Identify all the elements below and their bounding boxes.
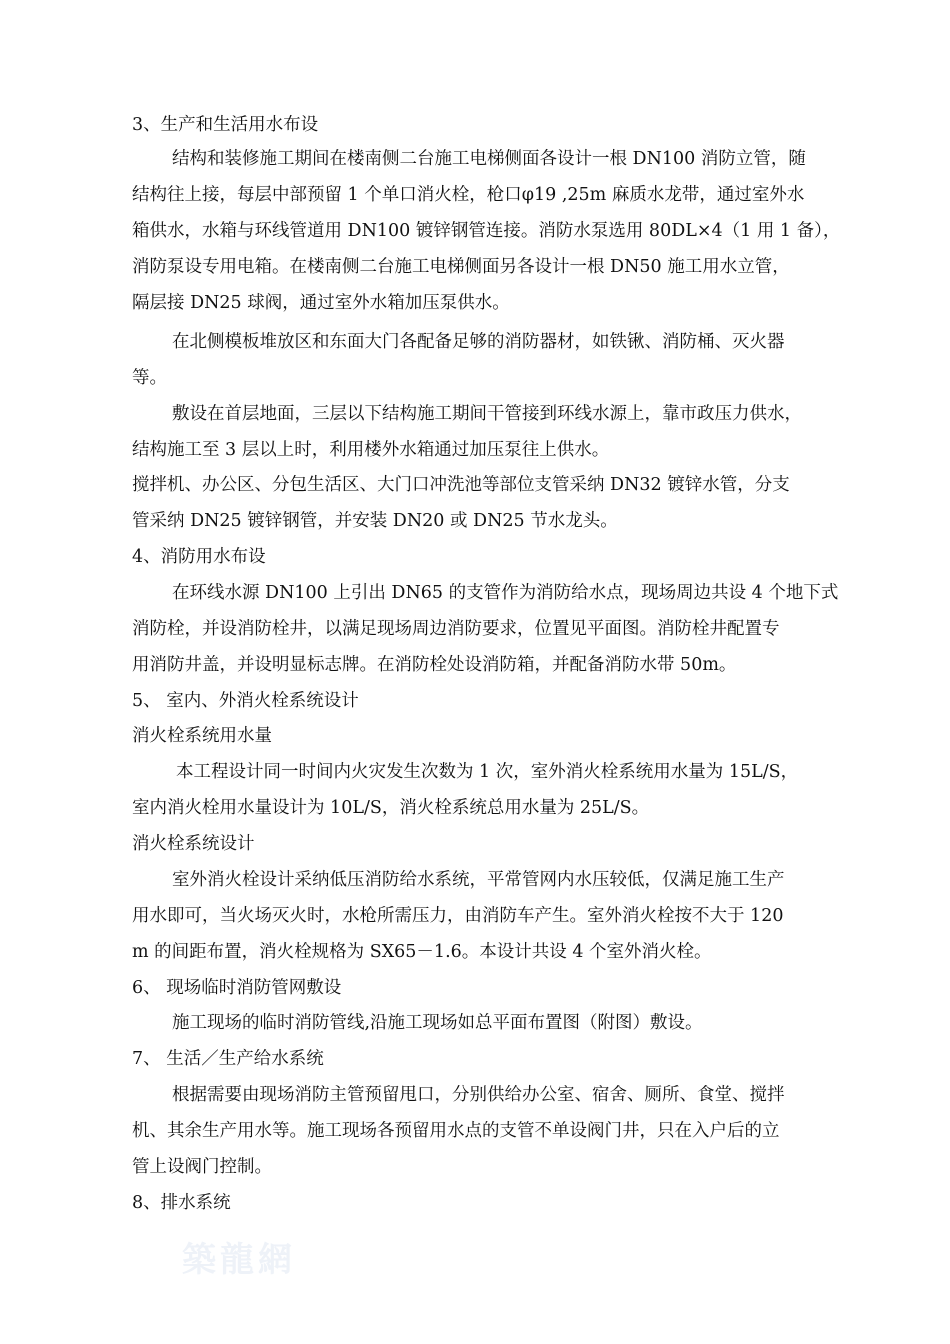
paragraph-line: 用消防井盖，并设明显标志牌。在消防栓处设消防箱，并配备消防水带 50m。 xyxy=(132,655,737,675)
paragraph-line: 结构往上接，每层中部预留 1 个单口消火栓，枪口φ19 ,25m 麻质水龙带，通过室外水 xyxy=(132,185,805,205)
paragraph-line: m 的间距布置，消火栓规格为 SX65－1.6。本设计共设 4 个室外消火栓。 xyxy=(132,942,712,962)
subheading: 消火栓系统设计 xyxy=(132,834,255,854)
paragraph-line: 在环线水源 DN100 上引出 DN65 的支管作为消防给水点，现场周边共设 4 个地下式 xyxy=(172,583,839,603)
paragraph-line: 本工程设计同一时间内火灾发生次数为 1 次，室外消火栓系统用水量为 15L/S， xyxy=(176,762,799,782)
paragraph-line: 用水即可，当火场灭火时，水枪所需压力，由消防车产生。室外消火栓按不大于 120 xyxy=(132,906,784,926)
heading-4: 4、消防用水布设 xyxy=(132,547,266,567)
paragraph-line: 机、其余生产用水等。施工现场各预留用水点的支管不单设阀门井，只在入户后的立 xyxy=(132,1121,780,1141)
heading-7: 7、 生活／生产给水系统 xyxy=(132,1049,324,1069)
heading-3: 3、生产和生活用水布设 xyxy=(132,115,319,135)
paragraph-line: 敷设在首层地面，三层以下结构施工期间干管接到环线水源上，靠市政压力供水， xyxy=(172,404,802,424)
paragraph-line: 隔层接 DN25 球阀，通过室外水箱加压泵供水。 xyxy=(132,293,510,313)
paragraph-line: 结构施工至 3 层以上时，利用楼外水箱通过加压泵往上供水。 xyxy=(132,440,610,460)
paragraph-line: 施工现场的临时消防管线,沿施工现场如总平面布置图（附图）敷设。 xyxy=(172,1013,703,1033)
heading-8: 8、排水系统 xyxy=(132,1193,231,1213)
heading-5: 5、 室内、外消火栓系统设计 xyxy=(132,691,359,711)
paragraph-line: 管采纳 DN25 镀锌钢管，并安装 DN20 或 DN25 节水龙头。 xyxy=(132,511,618,531)
paragraph-line: 根据需要由现场消防主管预留甩口，分别供给办公室、宿舍、厕所、食堂、搅拌 xyxy=(172,1085,785,1105)
subheading: 消火栓系统用水量 xyxy=(132,726,272,746)
paragraph-line: 在北侧模板堆放区和东面大门各配备足够的消防器材，如铁锹、消防桶、灭火器 xyxy=(172,332,785,352)
paragraph-line: 室外消火栓设计采纳低压消防给水系统，平常管网内水压较低，仅满足施工生产 xyxy=(172,870,785,890)
paragraph-line: 搅拌机、办公区、分包生活区、大门口冲洗池等部位支管采纳 DN32 镀锌水管，分支 xyxy=(132,475,790,495)
paragraph-line: 管上设阀门控制。 xyxy=(132,1157,272,1177)
paragraph-line: 消防泵设专用电箱。在楼南侧二台施工电梯侧面另各设计一根 DN50 施工用水立管， xyxy=(132,257,790,277)
heading-6: 6、 现场临时消防管网敷设 xyxy=(132,978,342,998)
paragraph-line: 室内消火栓用水量设计为 10L/S，消火栓系统总用水量为 25L/S。 xyxy=(132,798,650,818)
paragraph-line: 结构和装修施工期间在楼南侧二台施工电梯侧面各设计一根 DN100 消防立管，随 xyxy=(172,149,806,169)
watermark: 築龍網 xyxy=(182,1240,296,1280)
paragraph-line: 箱供水，水箱与环线管道用 DN100 镀锌钢管连接。消防水泵选用 80DL×4（1 用 1 备）， xyxy=(132,221,841,241)
paragraph-line: 消防栓，并设消防栓井，以满足现场周边消防要求，位置见平面图。消防栓井配置专 xyxy=(132,619,780,639)
paragraph-line: 等。 xyxy=(132,368,167,388)
